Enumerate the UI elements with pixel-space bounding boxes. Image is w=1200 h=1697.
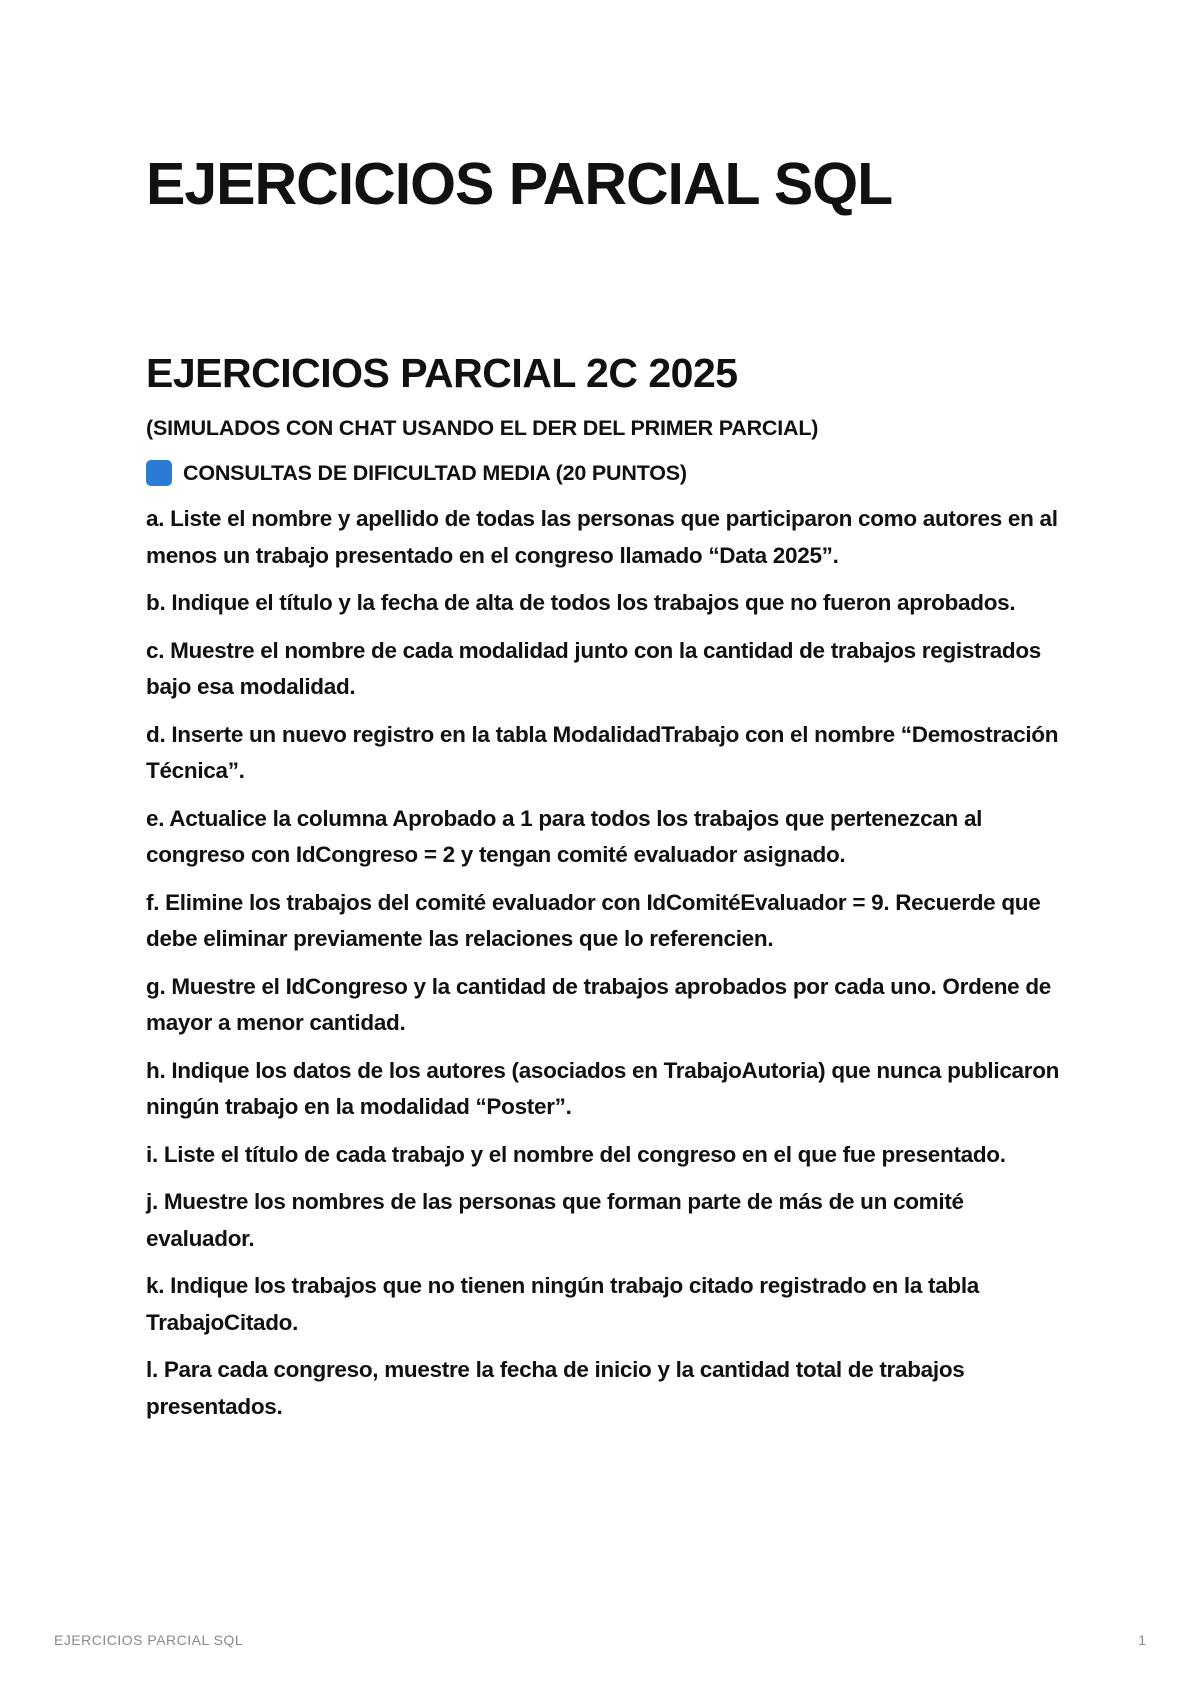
exercise-group-heading — [146, 456, 1066, 490]
exercise-item-k: k. Indique los trabajos que no tienen ningún trabajo citado registrado en la tabla TrabajoCitado. — [146, 1273, 980, 1335]
document-title: EJERCICIOS PARCIAL SQL — [146, 151, 893, 217]
exercise-group-heading-text: CONSULTAS DE DIFICULTAD MEDIA (20 PUNTOS) — [183, 461, 687, 485]
exercise-item-l: l. Para cada congreso, muestre la fecha de inicio y la cantidad total de trabajos presentados. — [146, 1357, 965, 1419]
exercise-item-i: i. Liste el título de cada trabajo y el nombre del congreso en el que fue presentado. — [146, 1141, 1006, 1167]
exercise-list — [146, 501, 1066, 1425]
document-content — [146, 146, 1066, 1436]
exercise-item-f: f. Elimine los trabajos del comité evaluador con IdComitéEvaluador = 9. Recuerde que debe eliminar previamente las relaciones que lo referencien. — [146, 889, 1041, 951]
exercise-item-a: a. Liste el nombre y apellido de todas las personas que participaron como autores en al menos un trabajo presentado en el congreso llamado “Data 2025”. — [146, 506, 1058, 568]
exercise-item-j: j. Muestre los nombres de las personas que forman parte de más de un comité evaluador. — [146, 1189, 964, 1251]
exercise-item-c: c. Muestre el nombre de cada modalidad junto con la cantidad de trabajos registrados bajo esa modalidad. — [146, 637, 1042, 699]
footer-page-number: 1 — [1138, 1632, 1146, 1648]
exercise-item-e: e. Actualice la columna Aprobado a 1 para todos los trabajos que pertenezcan al congreso con IdCongreso = 2 y tengan comité evaluador asignado. — [146, 805, 983, 867]
section-title: EJERCICIOS PARCIAL 2C 2025 — [146, 350, 738, 396]
exercise-item-h: h. Indique los datos de los autores (asociados en TrabajoAutoria) que nunca publicaron ningún trabajo en la modalidad “Poster”. — [146, 1057, 1060, 1119]
blue-square-icon — [146, 460, 172, 486]
exercise-item-b: b. Indique el título y la fecha de alta de todos los trabajos que no fueron aprobados. — [146, 590, 1016, 615]
footer-document-title: EJERCICIOS PARCIAL SQL — [54, 1632, 244, 1648]
exercise-item-g: g. Muestre el IdCongreso y la cantidad de trabajos aprobados por cada uno. Ordene de mayor a menor cantidad. — [146, 973, 1051, 1035]
section-subtitle: (SIMULADOS CON CHAT USANDO EL DER DEL PRIMER PARCIAL) — [146, 416, 819, 440]
exercise-item-d: d. Inserte un nuevo registro en la tabla ModalidadTrabajo con el nombre “Demostración Técnica”. — [146, 721, 1059, 783]
